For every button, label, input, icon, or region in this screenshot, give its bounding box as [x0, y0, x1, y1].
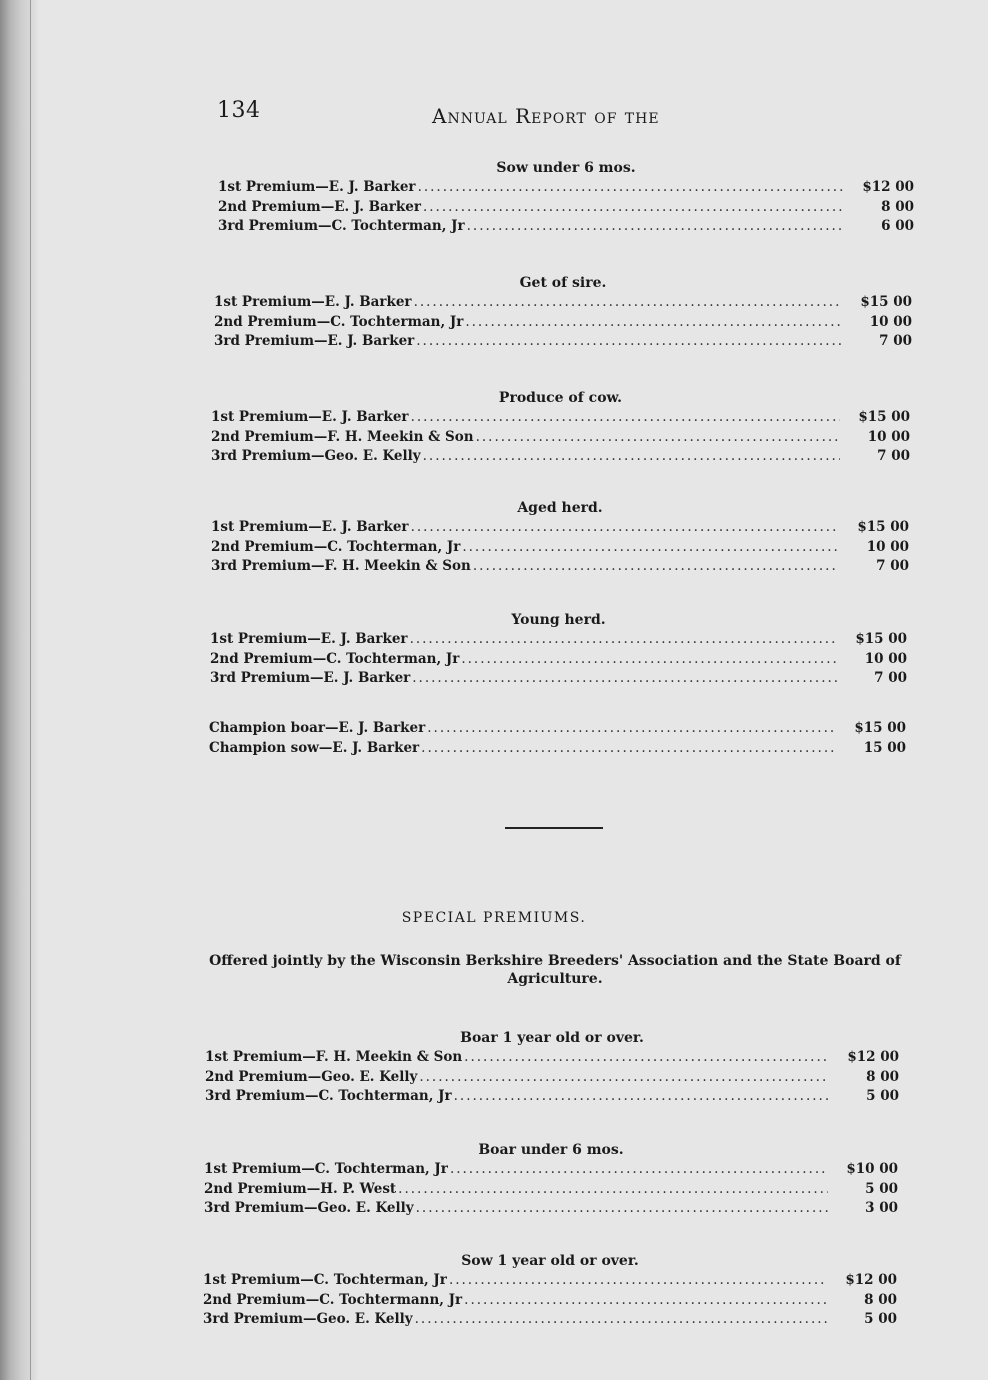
- premium-label: 1st Premium—E. J. Barker: [211, 519, 409, 535]
- premium-amount: $15 00: [854, 720, 906, 736]
- premium-amount: 7 00: [877, 448, 910, 464]
- premium-row: [214, 332, 912, 352]
- premium-row: [211, 538, 909, 558]
- premium-row: [205, 1087, 899, 1107]
- premium-amount: 10 00: [864, 650, 907, 667]
- leader-dots: [411, 408, 840, 428]
- leader-dots: [450, 1160, 828, 1180]
- premium-amount: 10 00: [869, 313, 912, 330]
- premium-amount: 10 00: [867, 428, 910, 445]
- premium-amount: 5 00: [864, 1311, 897, 1327]
- premium-label: 1st Premium—E. J. Barker: [214, 294, 412, 310]
- premium-label: 1st Premium—E. J. Barker: [218, 179, 416, 195]
- premium-row: [214, 313, 912, 333]
- premium-label: 3rd Premium—Geo. E. Kelly: [203, 1311, 413, 1327]
- leader-dots: [416, 1199, 828, 1219]
- leader-dots: [418, 178, 844, 198]
- premium-amount: $15 00: [858, 409, 910, 425]
- leader-dots: [416, 332, 842, 352]
- section-title: Aged herd.: [517, 500, 603, 516]
- premium-row: [204, 1160, 898, 1180]
- premium-label: 2nd Premium—C. Tochterman, Jr: [210, 650, 460, 667]
- premium-label: 3rd Premium—F. H. Meekin & Son: [211, 558, 471, 574]
- leader-dots: [415, 1310, 827, 1330]
- premium-amount: 15 00: [863, 739, 906, 756]
- section-title: Boar 1 year old or over.: [460, 1030, 644, 1046]
- premium-row: [210, 669, 907, 689]
- section-aged-herd: [211, 498, 909, 577]
- premium-amount: 3 00: [865, 1200, 898, 1216]
- premium-row: [203, 1291, 897, 1311]
- premium-amount: 8 00: [881, 198, 914, 215]
- premium-row: [211, 557, 909, 577]
- section-title: Sow under 6 mos.: [496, 160, 636, 176]
- leader-dots: [464, 1291, 827, 1311]
- premium-amount: 10 00: [866, 538, 909, 555]
- premium-row: [211, 408, 910, 428]
- premium-label: 3rd Premium—C. Tochterman, Jr: [218, 218, 465, 234]
- leader-dots: [461, 650, 837, 670]
- premium-row: [203, 1271, 897, 1291]
- premium-label: 3rd Premium—Geo. E. Kelly: [211, 448, 421, 464]
- section-title: Boar under 6 mos.: [478, 1142, 624, 1158]
- premium-amount: 5 00: [866, 1088, 899, 1104]
- offered-jointly-note: Offered jointly by the Wisconsin Berkshire Breeders' Association and the State Board of Agriculture.: [209, 953, 901, 987]
- premium-amount: 6 00: [881, 218, 914, 234]
- premium-row: [205, 1048, 899, 1068]
- section-title: Sow 1 year old or over.: [461, 1253, 639, 1269]
- section-title: Young herd.: [511, 612, 606, 628]
- premium-label: 2nd Premium—Geo. E. Kelly: [205, 1068, 418, 1085]
- leader-dots: [398, 1180, 828, 1200]
- premium-row: [205, 1068, 899, 1088]
- leader-dots: [423, 447, 840, 467]
- premium-row: [210, 630, 907, 650]
- running-head: Annual Report of the: [432, 104, 660, 128]
- premium-row: [214, 293, 912, 313]
- leader-dots: [464, 1048, 829, 1068]
- premium-row: [204, 1199, 898, 1219]
- premium-amount: 8 00: [866, 1068, 899, 1085]
- premium-label: 3rd Premium—E. J. Barker: [214, 333, 415, 349]
- premium-row: [211, 447, 910, 467]
- premium-label: 1st Premium—E. J. Barker: [211, 409, 409, 425]
- premium-amount: $10 00: [846, 1161, 898, 1177]
- premium-label: 2nd Premium—C. Tochterman, Jr: [211, 538, 461, 555]
- section-title: Produce of cow.: [498, 390, 623, 406]
- premium-row: [209, 739, 906, 759]
- premium-amount: 7 00: [874, 670, 907, 686]
- premium-row: [211, 428, 910, 448]
- page-number: 134: [217, 98, 261, 123]
- premium-label: 3rd Premium—Geo. E. Kelly: [204, 1200, 414, 1216]
- premium-row: [218, 178, 914, 198]
- section-sow-1-year-or-over: [203, 1251, 897, 1330]
- premium-row: [204, 1180, 898, 1200]
- premium-amount: 5 00: [865, 1180, 898, 1197]
- leader-dots: [427, 719, 836, 739]
- leader-dots: [419, 1068, 829, 1088]
- premium-label: 2nd Premium—E. J. Barker: [218, 198, 421, 215]
- section-young-herd: [210, 610, 907, 689]
- leader-dots: [476, 428, 840, 448]
- premium-amount: 7 00: [876, 558, 909, 574]
- premium-label: Champion boar—E. J. Barker: [209, 720, 426, 736]
- binding-line: [30, 0, 31, 1380]
- premium-label: 2nd Premium—C. Tochterman, Jr: [214, 313, 464, 330]
- premium-label: 3rd Premium—E. J. Barker: [210, 670, 411, 686]
- section-title: Get of sire.: [519, 275, 607, 291]
- leader-dots: [411, 518, 839, 538]
- premium-row: [209, 719, 906, 739]
- premium-label: 1st Premium—C. Tochterman, Jr: [203, 1272, 447, 1288]
- leader-dots: [467, 217, 844, 237]
- leader-dots: [454, 1087, 829, 1107]
- leader-dots: [473, 557, 839, 577]
- premium-label: Champion sow—E. J. Barker: [209, 739, 420, 756]
- section-divider-rule: [505, 827, 603, 829]
- premium-row: [218, 198, 914, 218]
- premium-amount: 8 00: [864, 1291, 897, 1308]
- premium-label: 1st Premium—E. J. Barker: [210, 631, 408, 647]
- premium-amount: $15 00: [857, 519, 909, 535]
- premium-amount: $15 00: [860, 294, 912, 310]
- section-boar-under-6-mos: [204, 1140, 898, 1219]
- premium-label: 2nd Premium—F. H. Meekin & Son: [211, 428, 474, 445]
- section-get-of-sire: [214, 273, 912, 352]
- section-produce-of-cow: [211, 388, 910, 467]
- leader-dots: [421, 739, 836, 759]
- special-premiums-heading: SPECIAL PREMIUMS.: [401, 910, 587, 926]
- premium-amount: $15 00: [855, 631, 907, 647]
- premium-amount: 7 00: [879, 333, 912, 349]
- premium-label: 2nd Premium—H. P. West: [204, 1180, 397, 1197]
- premium-label: 1st Premium—F. H. Meekin & Son: [205, 1049, 463, 1065]
- premium-row: [211, 518, 909, 538]
- leader-dots: [410, 630, 837, 650]
- premium-amount: $12 00: [847, 1049, 899, 1065]
- leader-dots: [462, 538, 839, 558]
- leader-dots: [414, 293, 842, 313]
- premium-label: 3rd Premium—C. Tochterman, Jr: [205, 1088, 452, 1104]
- section-boar-1-year-or-over: [205, 1028, 899, 1107]
- premium-amount: $12 00: [862, 179, 914, 195]
- section-sow-under-6-mos: [218, 158, 914, 237]
- book-binding-edge: [0, 0, 38, 1380]
- premium-label: 2nd Premium—C. Tochtermann, Jr: [203, 1291, 463, 1308]
- premium-label: 1st Premium—C. Tochterman, Jr: [204, 1161, 448, 1177]
- section-champions: [209, 719, 906, 758]
- leader-dots: [449, 1271, 827, 1291]
- leader-dots: [423, 198, 844, 218]
- premium-amount: $12 00: [845, 1272, 897, 1288]
- leader-dots: [412, 669, 837, 689]
- premium-row: [203, 1310, 897, 1330]
- premium-row: [218, 217, 914, 237]
- leader-dots: [465, 313, 842, 333]
- premium-row: [210, 650, 907, 670]
